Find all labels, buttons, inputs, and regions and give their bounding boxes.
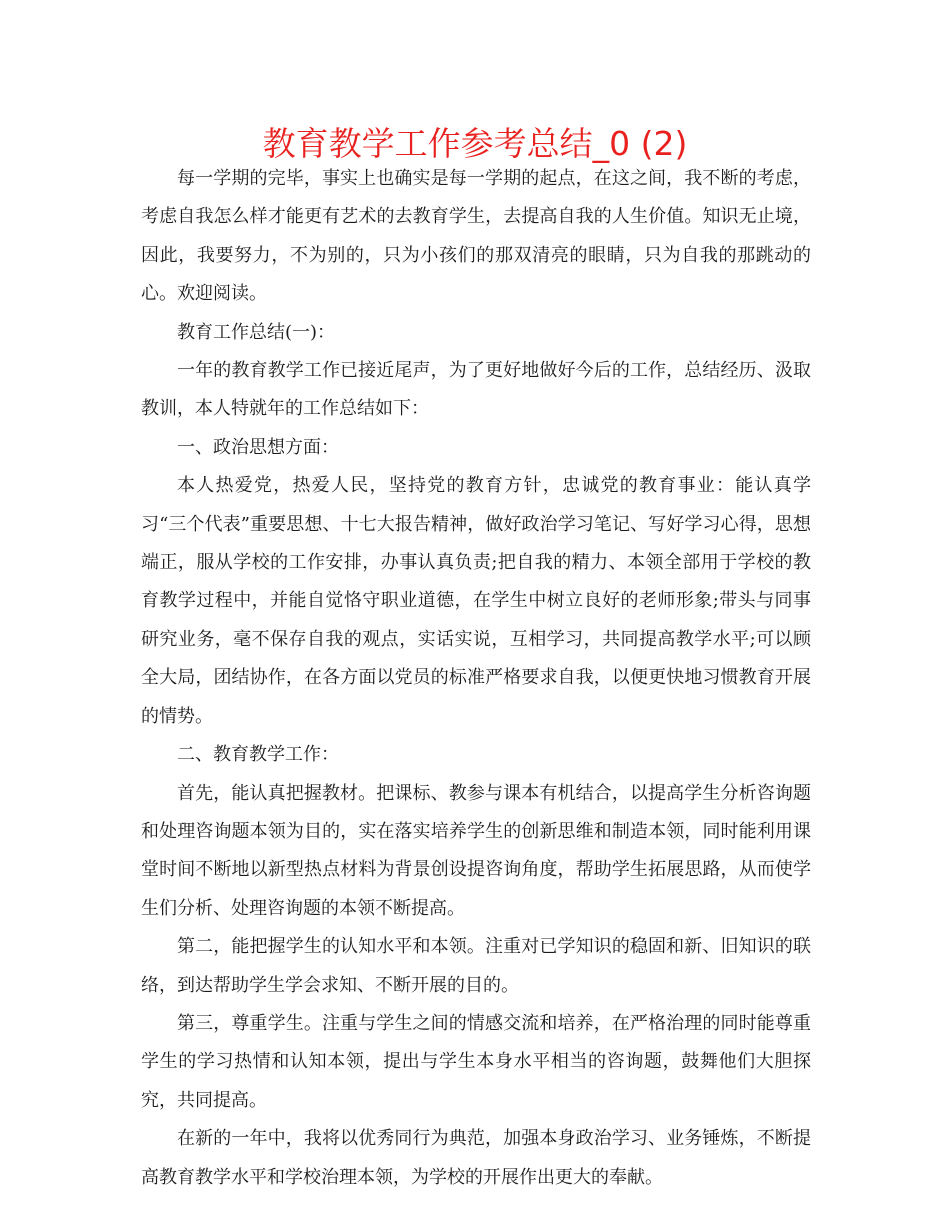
document-title: 教育教学工作参考总结_0 (2) (262, 124, 688, 163)
paragraph-political-heading: 一、政治思想方面： (177, 436, 339, 458)
paragraph-intro: 每一学期的完毕，事实上也确实是每一学期的起点，在这之间，我不断的考虑，考虑自我怎么样才能更有艺术的去教育学生，去提高自我的人生价值。知识无止境，因此，我要努力，不为别的，只为小孩们的那双清亮的眼睛，只为自我的那跳动的心。欢迎阅读。 (141, 168, 811, 305)
paragraph-political-body: 本人热爱党，热爱人民，坚持党的教育方针，忠诚党的教育事业：能认真学习“三个代表”重要思想、十七大报告精神，做好政治学习笔记、写好学习心得，思想端正，服从学校的工作安排，办事认真负责;把自我的精力、本领全部用于学校的教育教学过程中，并能自觉恪守职业道德，在学生中树立良好的老师形象;带头与同事研究业务，毫不保存自我的观点，实话实说，互相学习，共同提高教学水平;可以顾全大局，团结协作，在各方面以党员的标准严格要求自我，以便更快地习惯教育开展的情势。 (141, 475, 811, 727)
paragraph-opening: 一年的教育教学工作已接近尾声，为了更好地做好今后的工作，总结经历、汲取教训，本人特就年的工作总结如下： (141, 360, 811, 420)
paragraph-teaching-third: 第三，尊重学生。注重与学生之间的情感交流和培养，在严格治理的同时能尊重学生的学习热情和认知本领，提出与学生本身水平相当的咨询题，鼓舞他们大胆探究，共同提高。 (141, 1012, 811, 1111)
paragraph-teaching-heading: 二、教育教学工作： (177, 744, 339, 766)
paragraph-closing: 在新的一年中，我将以优秀同行为典范，加强本身政治学习、业务锤炼，不断提高教育教学水平和学校治理本领，为学校的开展作出更大的奉献。 (141, 1128, 811, 1188)
paragraph-section-heading: 教育工作总结(一)： (177, 321, 336, 343)
document-body (141, 160, 811, 1197)
paragraph-teaching-second: 第二，能把握学生的认知水平和本领。注重对已学知识的稳固和新、旧知识的联络，到达帮助学生学会求知、不断开展的目的。 (141, 936, 811, 996)
paragraph-teaching-first: 首先，能认真把握教材。把课标、教参与课本有机结合，以提高学生分析咨询题和处理咨询题本领为目的，实在落实培养学生的创新思维和制造本领，同时能利用课堂时间不断地以新型热点材料为背景创设提咨询角度，帮助学生拓展思路，从而使学生们分析、处理咨询题的本领不断提高。 (141, 782, 811, 919)
